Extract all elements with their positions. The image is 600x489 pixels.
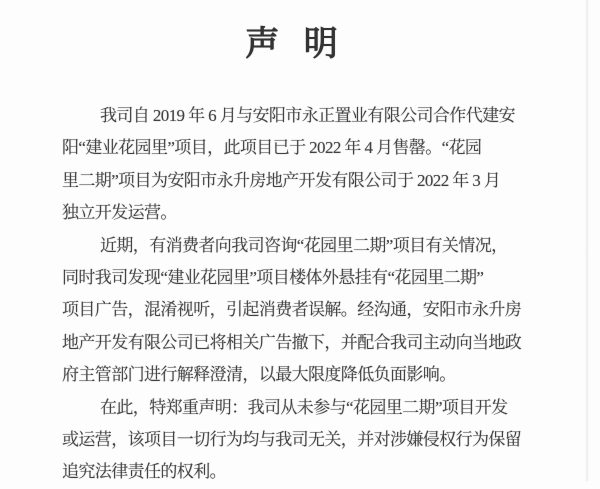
document-body <box>62 100 522 489</box>
text-line: 或运营，该项目一切行为均与我司无关，并对涉嫌侵权行为保留 <box>62 429 522 449</box>
text-line: 近期，有消费者向我司咨询“花园里二期”项目有关情况， <box>100 235 508 255</box>
text-line: 独立开发运营。 <box>62 203 177 223</box>
paragraph <box>62 392 522 489</box>
text-line: 在此，特郑重声明：我司从未参与“花园里二期”项目开发 <box>100 397 508 417</box>
paragraph <box>62 230 522 392</box>
text-line: 同时我司发现“建业花园里”项目楼体外悬挂有“花园里二期” <box>62 267 484 287</box>
text-line: 里二期”项目为安阳市永升房地产开发有限公司于 2022 年 3 月 <box>62 170 501 190</box>
text-line: 地产开发有限公司已将相关广告撤下，并配合我司主动向当地政 <box>62 332 522 352</box>
text-line: 我司自 2019 年 6 月与安阳市永正置业有限公司合作代建安 <box>100 106 515 125</box>
text-line: 阳“建业花园里”项目，此项目已于 2022 年 4 月售罄。“花园 <box>62 138 482 158</box>
text-line: 项目广告，混淆视听，引起消费者误解。经沟通，安阳市永升房 <box>62 300 522 320</box>
page-fold-line <box>585 0 589 481</box>
paragraph <box>62 100 522 230</box>
document-title: 声 明 <box>245 26 339 63</box>
text-line: 府主管部门进行解释澄清，以最大限度降低负面影响。 <box>62 365 456 385</box>
text-line: 追究法律责任的权利。 <box>62 462 226 482</box>
